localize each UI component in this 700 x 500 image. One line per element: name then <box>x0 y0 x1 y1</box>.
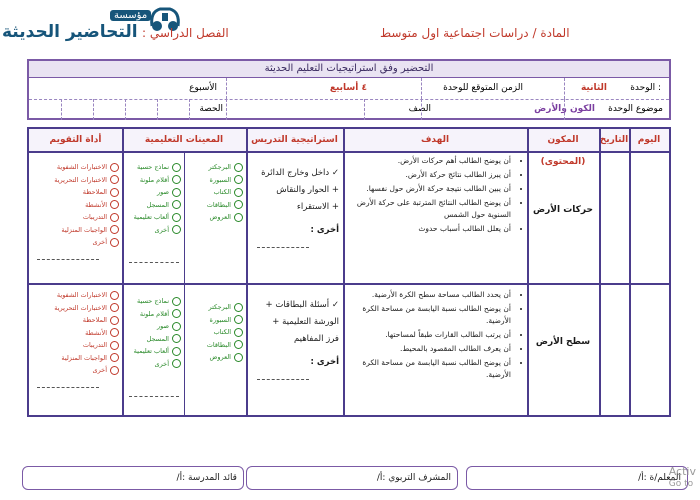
header-resources: المعينات التعليمية <box>122 129 246 153</box>
row-2-goal: • أن يرتب الطالب القارات طبقاً لمساحتها. <box>347 329 511 341</box>
check-icon: ✓ <box>329 168 339 178</box>
radio-icon[interactable] <box>110 238 119 247</box>
teacher-field[interactable]: المعلم/ة :أ/ <box>466 466 688 490</box>
unit-topic-value: الكون والأرض <box>534 104 595 114</box>
radio-icon[interactable] <box>172 309 181 318</box>
radio-icon[interactable] <box>234 175 243 184</box>
radio-icon[interactable] <box>110 213 119 222</box>
row-1-materials: نماذج حسية أقلام ملونة صور المسجل ألعاب تعليمية أخرى <box>125 161 181 236</box>
row-2-devices: البرجكتر السبورة الكتاب البطاقات العروض <box>187 301 243 364</box>
row-1-content: حركات الأرض <box>533 205 593 215</box>
row-2-goal: • أن يعرف الطالب المقصود بالمحيط. <box>347 343 511 355</box>
header-date: التاريخ <box>599 129 629 153</box>
radio-icon[interactable] <box>172 334 181 343</box>
unit-value: الثانية <box>580 83 607 93</box>
activation-watermark <box>669 466 696 490</box>
info-row-1 <box>29 78 669 100</box>
watermark-line: Go to <box>668 479 694 489</box>
week-label: الأسبوع <box>189 83 217 93</box>
radio-icon[interactable] <box>234 303 243 312</box>
logo-badge: مؤسسة <box>110 10 151 21</box>
strategy-item: فرز المفاهيم <box>293 334 339 344</box>
radio-icon[interactable] <box>234 163 243 172</box>
radio-icon[interactable] <box>172 163 181 172</box>
radio-icon[interactable] <box>110 303 119 312</box>
row-2-evaluation: الاختبارات الشفوية الاختبارات التحريرية الملاحظة الأنشطة التدريبات الواجبات المنزلية أخرى <box>33 289 119 377</box>
unit-topic-label: موضوع الوحدة <box>608 104 663 114</box>
info-row-2 <box>29 99 669 120</box>
radio-icon[interactable] <box>234 340 243 349</box>
radio-icon[interactable] <box>172 322 181 331</box>
strategy-item: الحوار والنقاش <box>276 185 330 195</box>
subject-label: المادة / دراسات اجتماعية اول متوسط <box>380 26 570 40</box>
radio-icon[interactable] <box>172 175 181 184</box>
radio-icon[interactable] <box>110 163 119 172</box>
radio-icon[interactable] <box>234 328 243 337</box>
other-label: أخرى : <box>310 357 339 367</box>
row-2-goal: • أن يوضح الطالب نسبة اليابسة من مساحة الكرة الأرضية. <box>347 303 511 327</box>
radio-icon[interactable] <box>234 315 243 324</box>
radio-icon[interactable] <box>234 353 243 362</box>
strategy-item: الاستقراء <box>296 202 330 212</box>
row-1-goal: • أن يبرز الطالب نتائج حركة الأرض. <box>347 169 511 181</box>
strategy-item: أسئلة البطاقات <box>275 300 330 310</box>
radio-icon[interactable] <box>110 353 119 362</box>
other-label: أخرى : <box>310 225 339 235</box>
header-content: المكون (المحتوى) <box>527 129 599 153</box>
principal-field[interactable]: قائد المدرسة :أ/ <box>22 466 244 490</box>
row-2-content: سطح الأرض <box>535 337 591 347</box>
lesson-table <box>27 127 671 417</box>
expected-time-value: ٤ أسابيع <box>329 83 367 93</box>
row-1-goal: • أن يبين الطالب نتيجة حركة الأرض حول نفسها. <box>347 183 511 195</box>
row-1-strategies: ✓ داخل وخارج الدائرة + الحوار والنقاش + الاستقراء أخرى : <box>251 165 339 239</box>
row-1-goals <box>347 155 523 237</box>
radio-icon[interactable] <box>110 328 119 337</box>
expected-time-label: الزمن المتوقع للوحدة <box>443 83 523 93</box>
strategy-item: الورشة التعليمية <box>282 317 339 327</box>
radio-icon[interactable] <box>172 297 181 306</box>
row-2-goals <box>347 289 523 383</box>
strategy-item: داخل وخارج الدائرة <box>261 168 330 178</box>
radio-icon[interactable] <box>234 200 243 209</box>
radio-icon[interactable] <box>110 200 119 209</box>
radio-icon[interactable] <box>234 213 243 222</box>
row-2-goal: • أن يحدد الطالب مساحة سطح الكرة الأرضية. <box>347 289 511 301</box>
radio-icon[interactable] <box>110 366 119 375</box>
class-label: الصف <box>408 104 431 114</box>
logo-text: التحاضير الحديثة <box>2 22 138 42</box>
radio-icon[interactable] <box>110 341 119 350</box>
row-1-devices: البرجكتر السبورة الكتاب البطاقات العروض <box>187 161 243 224</box>
radio-icon[interactable] <box>172 213 181 222</box>
row-2-strategies: ✓ أسئلة البطاقات + الورشة التعليمية + فرز المفاهيم أخرى : <box>251 297 339 371</box>
info-box <box>27 59 671 120</box>
radio-icon[interactable] <box>110 316 119 325</box>
row-1-goal: • أن يوضح الطالب أهم حركات الأرض. <box>347 155 511 167</box>
radio-icon[interactable] <box>172 200 181 209</box>
header-day: اليوم <box>629 129 669 153</box>
supervisor-field[interactable]: المشرف التربوي :أ/ <box>246 466 458 490</box>
radio-icon[interactable] <box>172 347 181 356</box>
radio-icon[interactable] <box>110 225 119 234</box>
radio-icon[interactable] <box>110 175 119 184</box>
header-strategy: استراتيجية التدريس <box>246 129 343 153</box>
radio-icon[interactable] <box>172 188 181 197</box>
row-1-goal: • أن يعلل الطالب أسباب حدوث <box>347 223 511 235</box>
row-1-evaluation: الاختبارات الشفوية الاختبارات التحريرية الملاحظة الأنشطة التدريبات الواجبات المنزلية أخرى <box>33 161 119 249</box>
radio-icon[interactable] <box>172 359 181 368</box>
radio-icon[interactable] <box>172 225 181 234</box>
row-1-goal: • أن يوضح الطالب النتائج المترتبة على حركة الأرض السنوية حول الشمس <box>347 197 511 221</box>
header-evaluation: أداة التقويم <box>29 129 122 153</box>
radio-icon[interactable] <box>234 188 243 197</box>
radio-icon[interactable] <box>110 291 119 300</box>
watermark-line: Activ <box>668 465 696 478</box>
info-title: التحضير وفق استراتيجيات التعليم الحديثة <box>29 61 669 78</box>
period-label: الحصة <box>199 104 223 114</box>
semester-label: الفصل الدراسي : <box>142 26 229 40</box>
check-icon: ✓ <box>329 300 339 310</box>
header-goal: الهدف <box>343 129 527 153</box>
unit-label: الوحدة : <box>630 83 661 93</box>
row-2-goal: • أن يوضح الطالب نسبة اليابسة من مساحة الكرة الأرضية. <box>347 357 511 381</box>
radio-icon[interactable] <box>110 188 119 197</box>
row-2-materials: نماذج حسية أقلام ملونة صور المسجل ألعاب تعليمية أخرى <box>125 295 181 370</box>
